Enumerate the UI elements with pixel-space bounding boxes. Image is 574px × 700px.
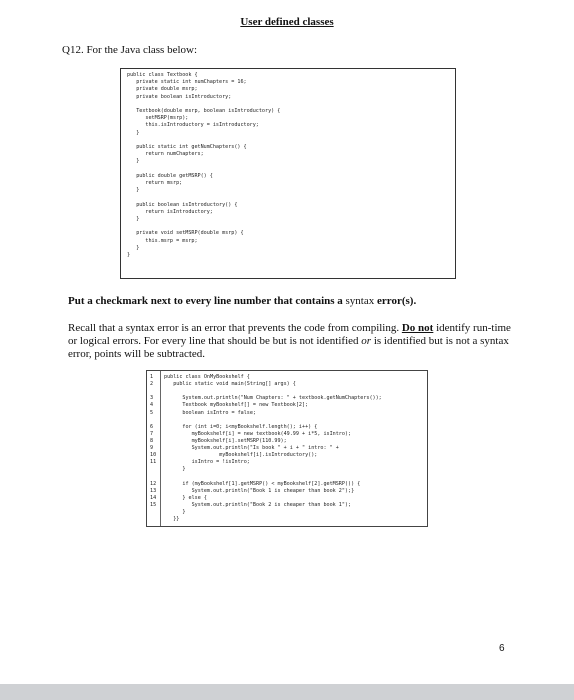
recall-do-not: Do not xyxy=(401,322,434,334)
class-code-line: return msrp; xyxy=(127,180,183,186)
bookshelf-code-line: myBookshelf[i] = new textbook(49.99 + i*5, isIntro); xyxy=(164,430,352,437)
line-number: 11 xyxy=(150,459,157,466)
class-code-line: setMSRP(msrp); xyxy=(127,115,189,122)
class-code-line: private static int numChapters = 16; xyxy=(127,79,247,86)
line-number: 14 xyxy=(150,494,157,501)
class-code-line: } xyxy=(127,252,131,258)
bookshelf-code-line: myBookshelf[i].isIntroductory(); xyxy=(164,452,318,459)
class-code-line: private boolean isIntroductory; xyxy=(127,93,232,100)
question-label: Q12. For the Java class below: xyxy=(62,44,198,56)
recall-paragraph xyxy=(68,322,512,362)
class-code-line: } xyxy=(127,187,140,194)
class-code-line: Textbook(double msrp, boolean isIntroductory) { xyxy=(127,108,281,114)
class-code-line: } xyxy=(127,129,140,136)
line-number: 10 xyxy=(150,452,157,459)
class-code-line: public double getMSRP() { xyxy=(127,172,213,179)
page-title: User defined classes xyxy=(240,16,334,28)
class-code-line: this.isIntroductory = isIntroductory; xyxy=(127,122,259,129)
bookshelf-code-line: boolean isIntro = false; xyxy=(164,409,257,416)
line-number: 3 xyxy=(150,395,154,402)
instruction-suffix: error(s). xyxy=(374,295,417,307)
recall-or-word: or xyxy=(361,335,372,348)
bookshelf-code-line: System.out.println("Num Chapters: " + textbook.getNumChapters()); xyxy=(164,395,382,402)
recall-part2: identify run-time or logical errors. For every line that should be but is not identified xyxy=(68,322,511,348)
bookshelf-code-box xyxy=(146,370,428,527)
line-number: 2 xyxy=(150,381,154,388)
class-code-line: this.msrp = msrp; xyxy=(127,237,198,244)
recall-part3: is identified but is not a syntax error, points will be subtracted. xyxy=(68,335,509,361)
bookshelf-code-line: public static void main(String[] args) { xyxy=(164,381,296,388)
class-code-line: return numChapters; xyxy=(127,151,204,158)
bookshelf-code-line: } xyxy=(164,466,186,473)
bookshelf-code-line: isIntro = !isIntro; xyxy=(164,459,250,466)
line-number-gutter xyxy=(160,371,161,526)
bookshelf-code-line: System.out.println("Book 1 is cheaper than book 2");} xyxy=(164,487,355,494)
class-code-line: } xyxy=(127,158,140,165)
recall-part1: Recall that a syntax error is an error that prevents the code from compiling. xyxy=(68,322,402,334)
bookshelf-code-line: System.out.println("Book 2 is cheaper than book 1"); xyxy=(164,501,352,508)
instruction-text xyxy=(68,295,416,307)
bookshelf-code-line: } xyxy=(164,508,186,515)
class-code-line: private void setMSRP(double msrp) { xyxy=(127,230,244,237)
line-number: 4 xyxy=(150,402,154,409)
class-code-line: public class Textbook { xyxy=(127,72,198,78)
class-code-line: public boolean isIntroductory() { xyxy=(127,201,238,208)
line-number: 15 xyxy=(150,501,157,508)
line-number: 9 xyxy=(150,445,154,451)
bookshelf-code-line: myBookshelf[i].setMSRP(110.99); xyxy=(164,437,287,444)
bookshelf-code-line: }} xyxy=(164,516,180,522)
line-number: 5 xyxy=(150,409,154,416)
line-number: 8 xyxy=(150,437,154,444)
line-number: 13 xyxy=(150,487,157,494)
bookshelf-code-line: if (myBookshelf[1].getMSRP() < myBookshelf[2].getMSRP()) { xyxy=(164,480,361,487)
line-number: 12 xyxy=(150,480,157,487)
bottom-bar xyxy=(0,684,574,700)
bookshelf-code-line: for (int i=0; i<myBookshelf.length(); i++) { xyxy=(164,423,318,430)
bookshelf-code-line: System.out.println("Is book " + i + " intro: " + xyxy=(164,445,339,451)
page-number: 6 xyxy=(499,643,505,654)
bookshelf-code-line: } else { xyxy=(164,494,207,501)
bookshelf-code-line: Textbook myBookshelf[] = new Textbook[2]; xyxy=(164,402,309,409)
instruction-syntax-word: syntax xyxy=(345,295,375,307)
line-number: 1 xyxy=(150,374,154,380)
class-code-line: return isIntroductory; xyxy=(127,208,213,215)
bookshelf-code-line: public class OnMyBookshelf { xyxy=(164,374,250,380)
class-code-line: public static int getNumChapters() { xyxy=(127,144,247,150)
line-number: 7 xyxy=(150,430,154,437)
class-code-line: } xyxy=(127,216,140,222)
class-code-line: } xyxy=(127,244,140,251)
line-number: 6 xyxy=(150,423,154,430)
instruction-prefix: Put a checkmark next to every line number that contains a xyxy=(68,295,346,307)
class-code-box xyxy=(120,68,456,279)
class-code-line: private double msrp; xyxy=(127,86,198,93)
